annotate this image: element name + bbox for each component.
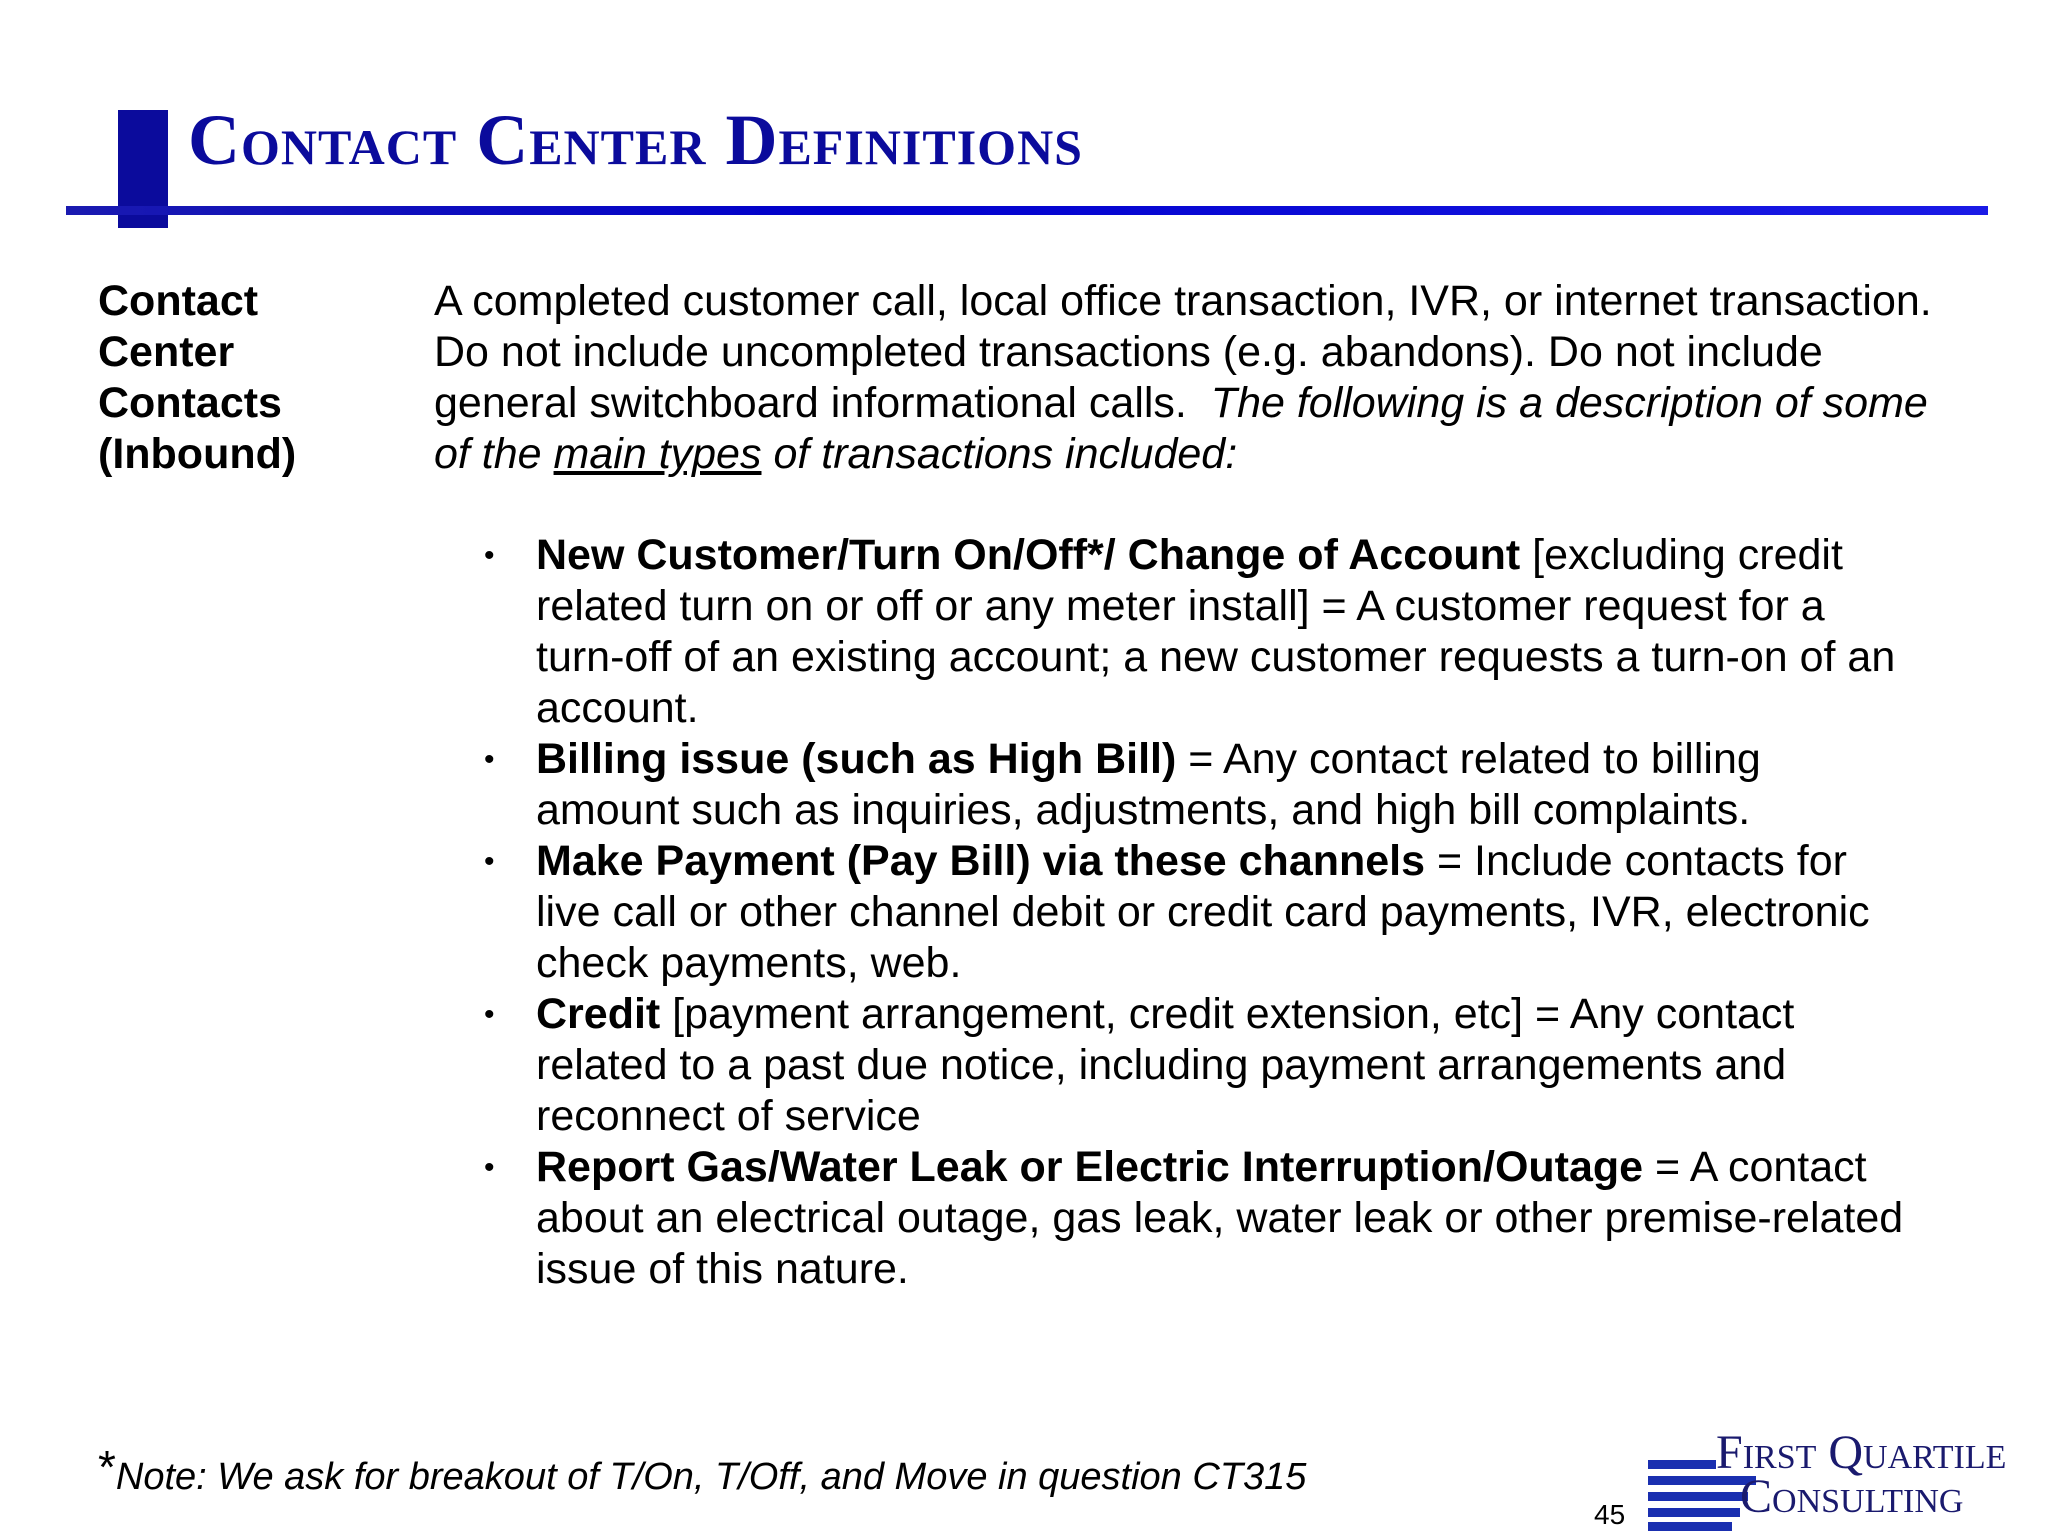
bullet-icon: • <box>484 998 495 1031</box>
list-item-text: = Any contact related to billing amount such as inquiries, adjustments, and high bill complaints. <box>536 735 1761 834</box>
bullet-icon: • <box>484 539 495 572</box>
list-item-text: [excluding credit related turn on or off or any meter install] = A customer request for a turn-off of an existing account; a new customer requests a turn-on of an account. <box>536 531 1896 732</box>
list-item <box>484 989 1904 1142</box>
footnote-asterisk: * <box>98 1441 116 1493</box>
company-logo <box>1648 1428 2048 1528</box>
term-line: Contact <box>98 277 259 325</box>
footnote-text: Note: We ask for breakout of T/On, T/Off, and Move in question CT315 <box>115 1456 1307 1498</box>
logo-line-1: First Quartile <box>1716 1426 2007 1479</box>
list-item-heading: Report Gas/Water Leak or Electric Interruption/Outage <box>536 1143 1644 1191</box>
logo-line-2: Consulting <box>1740 1470 1964 1523</box>
definition-italic-underlined: main types <box>553 430 762 478</box>
list-item-text: = A contact about an electrical outage, gas leak, water leak or other premise-related issue of this nature. <box>536 1143 1904 1293</box>
list-item-heading: New Customer/Turn On/Off*/ Change of Account <box>536 531 1521 579</box>
page-number: 45 <box>1594 1499 1626 1530</box>
footnote <box>98 1441 1307 1500</box>
page-title: Contact Center Definitions <box>188 100 1083 180</box>
term-label <box>98 276 418 480</box>
list-item-text: = Include contacts for live call or other channel debit or credit card payments, IVR, electronic check payments, web. <box>536 837 1870 987</box>
list-item-heading: Make Payment (Pay Bill) via these channels <box>536 837 1426 885</box>
list-item-heading: Billing issue (such as High Bill) <box>536 735 1177 783</box>
term-line: Center <box>98 328 235 376</box>
bullet-icon: • <box>484 845 495 878</box>
definition-text <box>434 276 1934 480</box>
term-line: (Inbound) <box>98 430 297 478</box>
title-rule <box>66 206 1988 215</box>
bullet-icon: • <box>484 743 495 776</box>
bullet-icon: • <box>484 1151 495 1184</box>
list-item-heading: Credit <box>536 990 661 1038</box>
list-item <box>484 1142 1904 1295</box>
list-item <box>484 530 1904 734</box>
definition-plain: A completed customer call, local office transaction, IVR, or internet transaction. Do not include uncompleted transactions (e.g. abandons). Do not include general switchboard informational calls. <box>434 277 1932 427</box>
list-item <box>484 836 1904 989</box>
term-line: Contacts <box>98 379 282 427</box>
definition-italic: The following is a description of some of the <box>434 379 1928 478</box>
transaction-types-list <box>484 530 1904 1295</box>
list-item <box>484 734 1904 836</box>
definition-italic-end: of transactions included: <box>773 430 1238 478</box>
list-item-text: [payment arrangement, credit extension, etc] = Any contact related to a past due notice, including payment arrangements and reconnect of service <box>536 990 1795 1140</box>
